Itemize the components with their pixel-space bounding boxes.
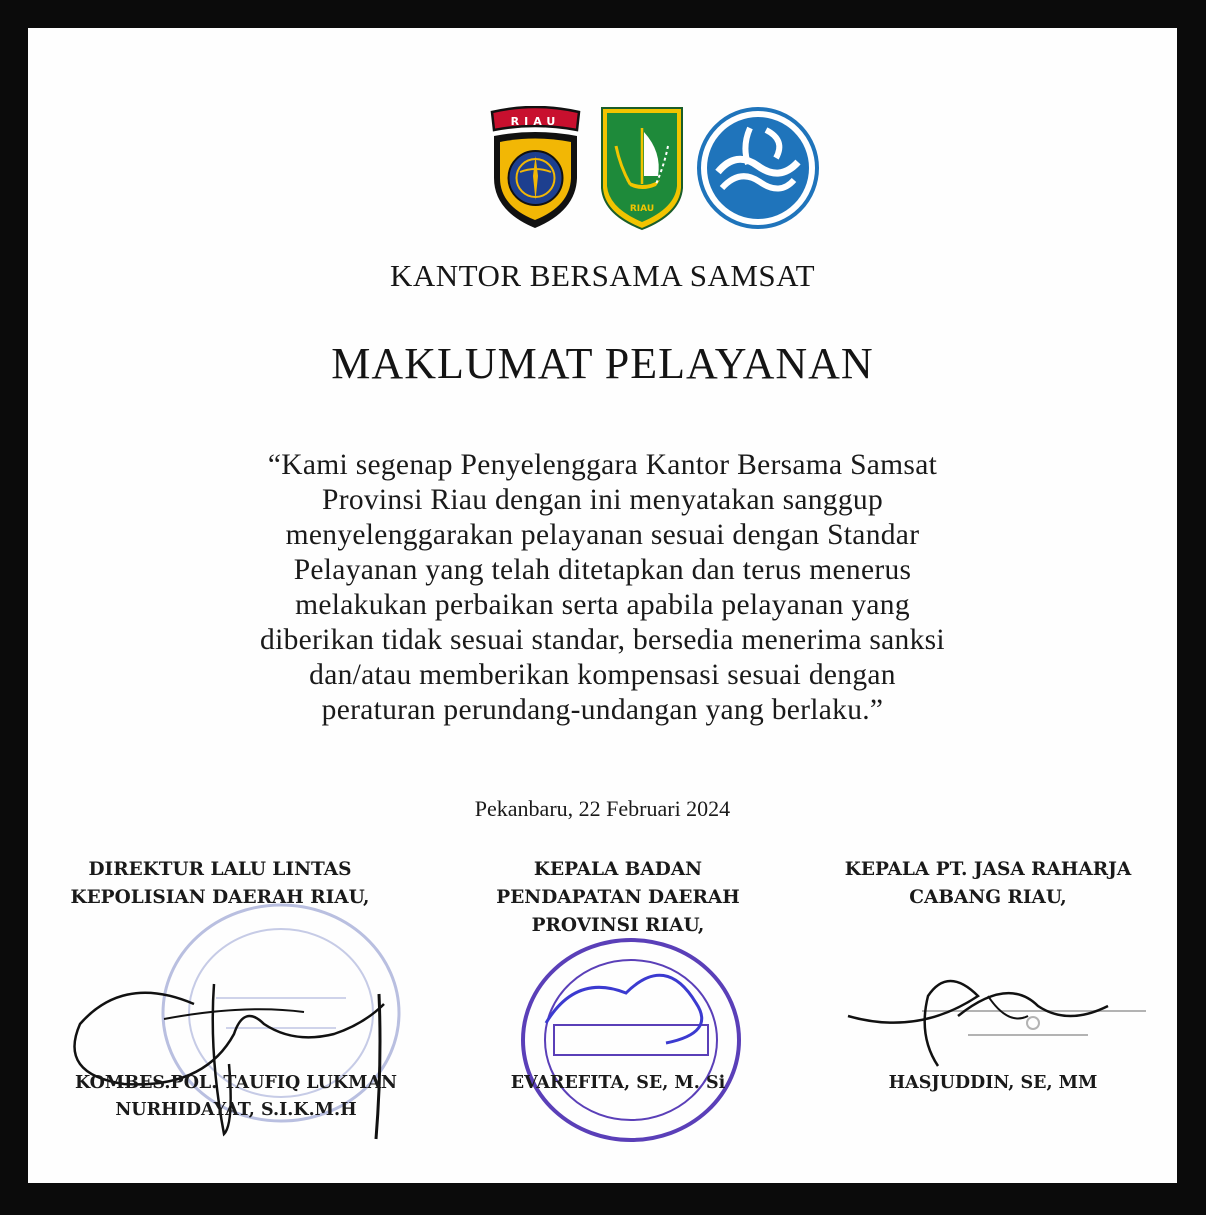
signatory-name-police: KOMBES.POL. TAUFIQ LUKMAN NURHIDAYAT, S.I.K.M.H xyxy=(74,1073,398,1120)
service-statement xyxy=(88,448,1117,728)
signatory-name-bapenda: EVAREFITA, SE, M. Si xyxy=(510,1073,726,1093)
jasaraharja-stamp-icon xyxy=(908,983,1158,1063)
statement-line: dan/atau memberikan kompensasi sesuai dengan xyxy=(309,659,896,691)
statement-line: menyelenggarakan pelayanan sesuai dengan Standar xyxy=(285,519,920,551)
statement-line: melakukan perbaikan serta apabila pelayanan yang xyxy=(295,589,910,621)
statement-line: Provinsi Riau dengan ini menyatakan sanggup xyxy=(321,484,883,516)
statement-line: Pelayanan yang telah ditetapkan dan terus menerus xyxy=(293,554,912,586)
svg-text:RIAU: RIAU xyxy=(510,115,561,128)
jasa-raharja-logo-icon xyxy=(696,106,820,230)
riau-province-crest-icon xyxy=(600,106,684,231)
header-logos xyxy=(458,106,798,236)
statement-line: diberikan tidak sesuai standar, bersedia menerima sanksi xyxy=(260,624,945,656)
bapenda-stamp-icon xyxy=(516,933,746,1148)
signatory-title-police: DIREKTUR LALU LINTAS KEPOLISIAN DAERAH RIAU, xyxy=(70,859,370,908)
signatory-title-bapenda: KEPALA BADAN PENDAPATAN DAERAH PROVINSI RIAU, xyxy=(496,859,740,936)
document-title: MAKLUMAT PELAYANAN xyxy=(331,339,874,388)
office-name: KANTOR BERSAMA SAMSAT xyxy=(389,258,816,293)
jasaraharja-signature-icon xyxy=(838,956,1128,1076)
signatory-title-jasaraharja: KEPALA PT. JASA RAHARJA CABANG RIAU, xyxy=(844,859,1132,908)
signatory-name-jasaraharja: HASJUDDIN, SE, MM xyxy=(888,1073,1098,1093)
polri-riau-badge-icon xyxy=(488,106,583,231)
svg-text:RIAU: RIAU xyxy=(629,204,655,214)
document-page xyxy=(28,28,1177,1183)
place-date: Pekanbaru, 22 Februari 2024 xyxy=(474,796,731,821)
statement-line: “Kami segenap Penyelenggara Kantor Bersama Samsat xyxy=(267,449,938,481)
statement-line: peraturan perundang-undangan yang berlaku.” xyxy=(321,694,884,726)
